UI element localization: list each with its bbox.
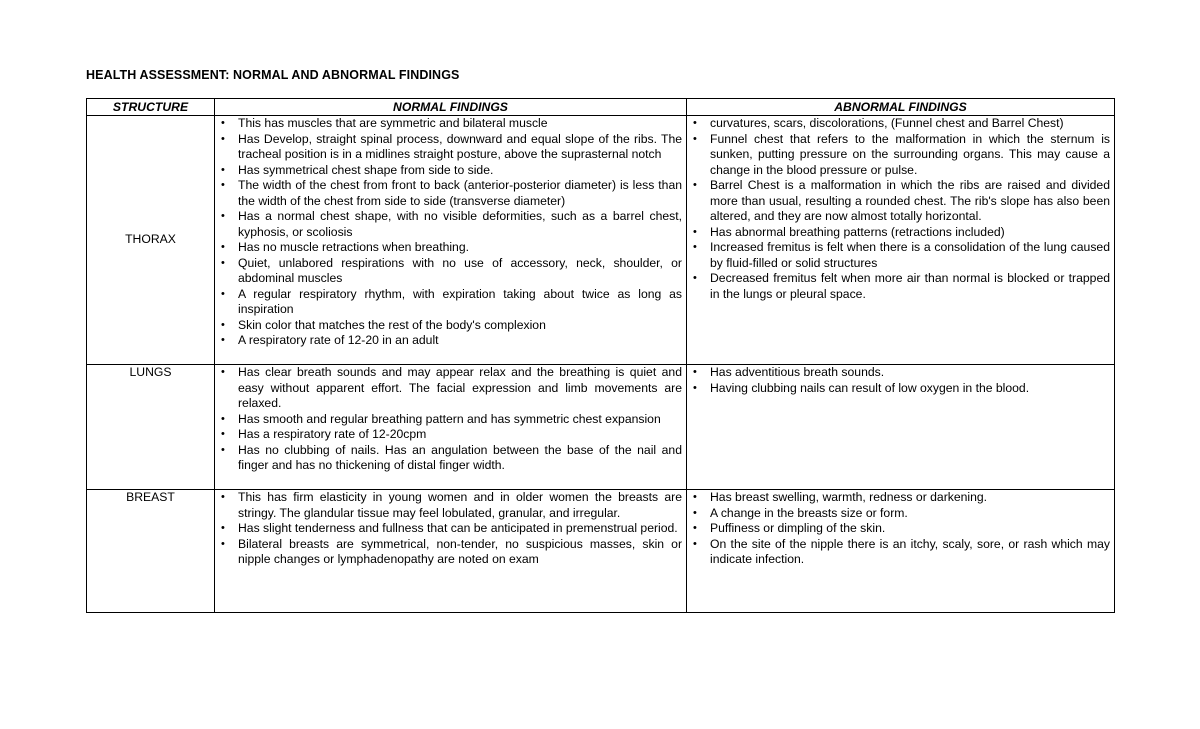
list-item: • On the site of the nipple there is an itchy, scaly, sore, or rash which may indicate infection. <box>691 537 1110 568</box>
header-abnormal-findings: ABNORMAL FINDINGS <box>687 99 1115 116</box>
list-item: • Bilateral breasts are symmetrical, non-tender, no suspicious masses, skin or nipple changes or lymphadenopathy are noted on exam <box>219 537 682 568</box>
list-item: • Has adventitious breath sounds. <box>691 365 1110 381</box>
list-item: • Has a normal chest shape, with no visible deformities, such as a barrel chest, kyphosis, or scoliosis <box>219 209 682 240</box>
list-item: • Puffiness or dimpling of the skin. <box>691 521 1110 537</box>
list-item: • curvatures, scars, discolorations, (Funnel chest and Barrel Chest) <box>691 116 1110 132</box>
list-item: • Increased fremitus is felt when there is a consolidation of the lung caused by fluid-filled or solid structures <box>691 240 1110 271</box>
list-item: • This has firm elasticity in young women and in older women the breasts are stringy. The glandular tissue may feel lobulated, granular, and irregular. <box>219 490 682 521</box>
normal-findings-cell <box>215 365 687 490</box>
normal-findings-list <box>219 490 682 568</box>
normal-findings-list <box>219 365 682 474</box>
list-item: • Has symmetrical chest shape from side to side. <box>219 163 682 179</box>
header-normal-findings: NORMAL FINDINGS <box>215 99 687 116</box>
list-item: • This has muscles that are symmetric and bilateral muscle <box>219 116 682 132</box>
list-item: • Has no clubbing of nails. Has an angulation between the base of the nail and finger and has no thickening of distal finger width. <box>219 443 682 474</box>
abnormal-findings-cell <box>687 490 1115 613</box>
list-item: • Having clubbing nails can result of low oxygen in the blood. <box>691 381 1110 397</box>
structure-cell-lungs <box>87 365 215 490</box>
table-row-breast <box>87 490 1115 613</box>
abnormal-findings-list <box>691 116 1110 302</box>
table-row-thorax <box>87 116 1115 365</box>
structure-label: THORAX <box>125 232 176 247</box>
abnormal-findings-cell <box>687 365 1115 490</box>
structure-label: LUNGS <box>129 365 172 379</box>
abnormal-findings-list <box>691 490 1110 568</box>
normal-findings-list <box>219 116 682 349</box>
list-item: • Has Develop, straight spinal process, downward and equal slope of the ribs. The tracheal position is in a midlines straight posture, above the suprasternal notch <box>219 132 682 163</box>
abnormal-findings-list <box>691 365 1110 396</box>
list-item: • A change in the breasts size or form. <box>691 506 1110 522</box>
list-item: • Has breast swelling, warmth, redness or darkening. <box>691 490 1110 506</box>
normal-findings-cell <box>215 490 687 613</box>
list-item: • Barrel Chest is a malformation in which the ribs are raised and divided more than usual, resulting a rounded chest. The rib's slope has also been altered, and they are now almost totally horizontal. <box>691 178 1110 225</box>
list-item: • Has slight tenderness and fullness that can be anticipated in premenstrual period. <box>219 521 682 537</box>
list-item: • Funnel chest that refers to the malformation in which the sternum is sunken, putting pressure on the surrounding organs. This may cause a change in the blood pressure or pulse. <box>691 132 1110 179</box>
list-item: • Skin color that matches the rest of the body's complexion <box>219 318 682 334</box>
structure-label: BREAST <box>126 490 175 504</box>
list-item: • Has no muscle retractions when breathing. <box>219 240 682 256</box>
list-item: • Quiet, unlabored respirations with no use of accessory, neck, shoulder, or abdominal muscles <box>219 256 682 287</box>
list-item: • A respiratory rate of 12-20 in an adult <box>219 333 682 349</box>
header-row <box>87 99 1115 116</box>
list-item: • Has a respiratory rate of 12-20cpm <box>219 427 682 443</box>
structure-cell-breast <box>87 490 215 613</box>
list-item: • Has smooth and regular breathing pattern and has symmetric chest expansion <box>219 412 682 428</box>
table-row-lungs <box>87 365 1115 490</box>
abnormal-findings-cell <box>687 116 1115 365</box>
list-item: • Has clear breath sounds and may appear relax and the breathing is quiet and easy without apparent effort. The facial expression and limb movements are relaxed. <box>219 365 682 412</box>
list-item: • A regular respiratory rhythm, with expiration taking about twice as long as inspiration <box>219 287 682 318</box>
list-item: • The width of the chest from front to back (anterior-posterior diameter) is less than the width of the chest from side to side (transverse diameter) <box>219 178 682 209</box>
list-item: • Decreased fremitus felt when more air than normal is blocked or trapped in the lungs or pleural space. <box>691 271 1110 302</box>
document-title: HEALTH ASSESSMENT: NORMAL AND ABNORMAL FINDINGS <box>86 68 460 82</box>
structure-cell-thorax <box>87 116 215 365</box>
list-item: • Has abnormal breathing patterns (retractions included) <box>691 225 1110 241</box>
header-structure: STRUCTURE <box>87 99 215 116</box>
findings-table <box>86 98 1115 613</box>
normal-findings-cell <box>215 116 687 365</box>
